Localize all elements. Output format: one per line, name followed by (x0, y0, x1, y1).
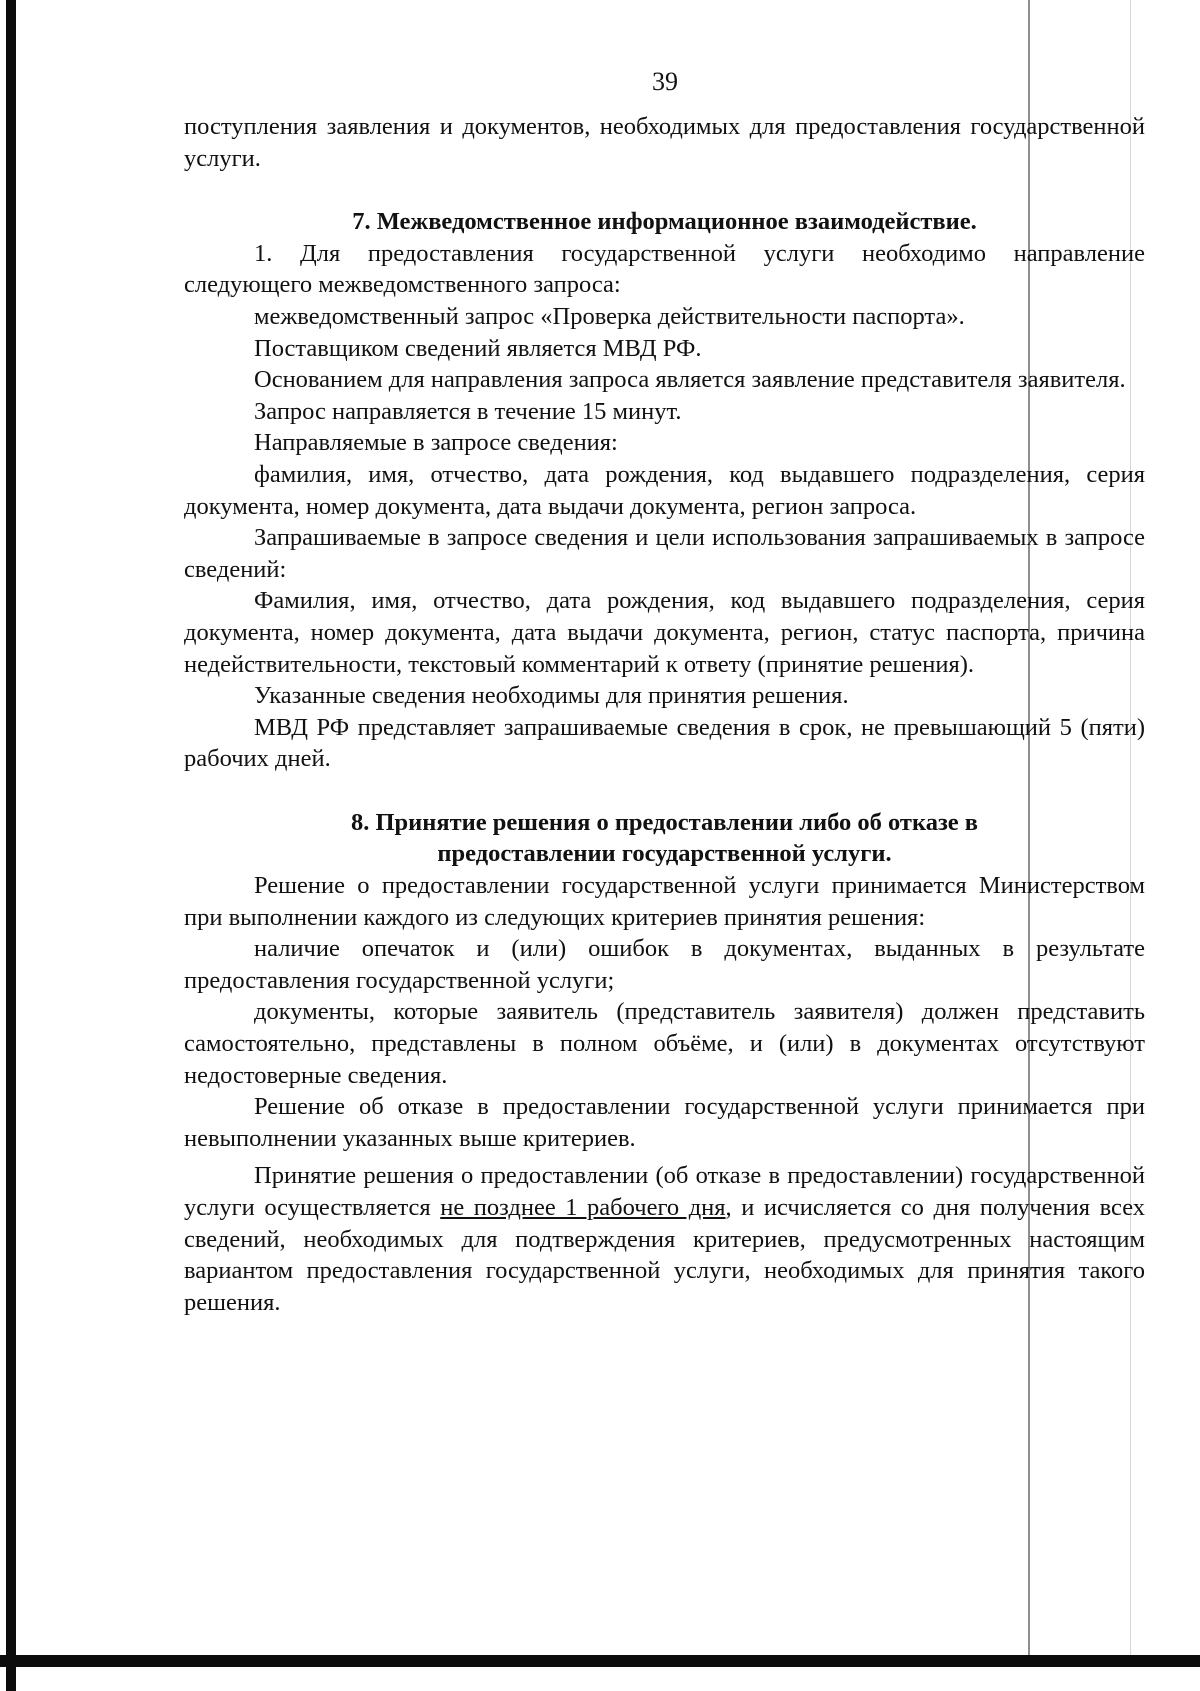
section-7-paragraph-11: МВД РФ представляет запрашиваемые сведения в срок, не превышающий 5 (пяти) рабочих дней. (184, 713, 1145, 773)
section-8-paragraph-4: Решение об отказе в предоставлении государственной услуги принимается при невыполнении указанных выше критериев. (184, 1093, 1145, 1152)
intro-paragraph: поступления заявления и документов, необходимых для предоставления государственной услуги. (184, 113, 1145, 172)
section-8-paragraph-1: Решение о предоставлении государственной услуги принимается Министерством при выполнении каждого из следующих критериев принятия решения: (184, 872, 1145, 931)
final-paragraph-start: Принятие решения о предоставлении (об отказе в предоставлении) государственной услуги осуществляется (184, 1162, 1145, 1221)
section-7-paragraph-7: фамилия, имя, отчество, дата рождения, код выдавшего подразделения, серия документа, номер документа, дата выдачи документа, регион запроса. (184, 460, 1145, 520)
section-8-paragraph-2: наличие опечаток и (или) ошибок в документах, выданных в результате предоставления государственной услуги; (184, 935, 1145, 994)
section-7-paragraph-9: Фамилия, имя, отчество, дата рождения, код выдавшего подразделения, серия документа, номер документа, дата выдачи документа, регион, статус паспорта, причина недействительности, текстовый комментарий к ответу (принятие решения). (184, 587, 1145, 678)
section-7-paragraph-8: Запрашиваемые в запросе сведения и цели использования запрашиваемых в запросе сведений: (184, 524, 1145, 583)
section-8-heading-line-1: 8. Принятие решения о предоставлении либо об отказе в (350, 808, 979, 836)
deadline-underlined: не позднее 1 рабочего дня (440, 1194, 726, 1221)
document-body (184, 111, 1145, 1318)
section-7-paragraph-10: Указанные сведения необходимы для принятия решения. (254, 682, 849, 710)
section-7-paragraph-4: Основанием для направления запроса является заявление представителя заявителя. (254, 366, 1126, 394)
section-7-paragraph-1: 1. Для предоставления государственной услуги необходимо направление следующего межведомственного запроса: (184, 239, 1145, 299)
section-7-heading: 7. Межведомственное информационное взаимодействие. (352, 208, 977, 236)
section-8-heading-line-2: предоставлении государственной услуги. (437, 840, 892, 868)
section-8-paragraph-3: документы, которые заявитель (представитель заявителя) должен представить самостоятельно, представлены в полном объёме, и (или) в документах отсутствуют недостоверные сведения. (184, 998, 1145, 1089)
scan-left-edge (6, 0, 16, 1691)
page-number: 39 (652, 67, 678, 96)
section-7-paragraph-3: Поставщиком сведений является МВД РФ. (254, 334, 702, 362)
section-7-paragraph-5: Запрос направляется в течение 15 минут. (254, 397, 682, 425)
section-7-paragraph-2: межведомственный запрос «Проверка действительности паспорта». (254, 302, 965, 330)
section-7-paragraph-6: Направляемые в запросе сведения: (254, 429, 618, 457)
section-8-final-paragraph (184, 1160, 1145, 1318)
final-paragraph-end: , и исчисляется со дня получения всех сведений, необходимых для подтверждения критериев, предусмотренных настоящим вариантом предоставления государственной услуги, необходимых для принятия такого решения. (184, 1194, 1145, 1316)
scan-bottom-edge (0, 1655, 1200, 1667)
